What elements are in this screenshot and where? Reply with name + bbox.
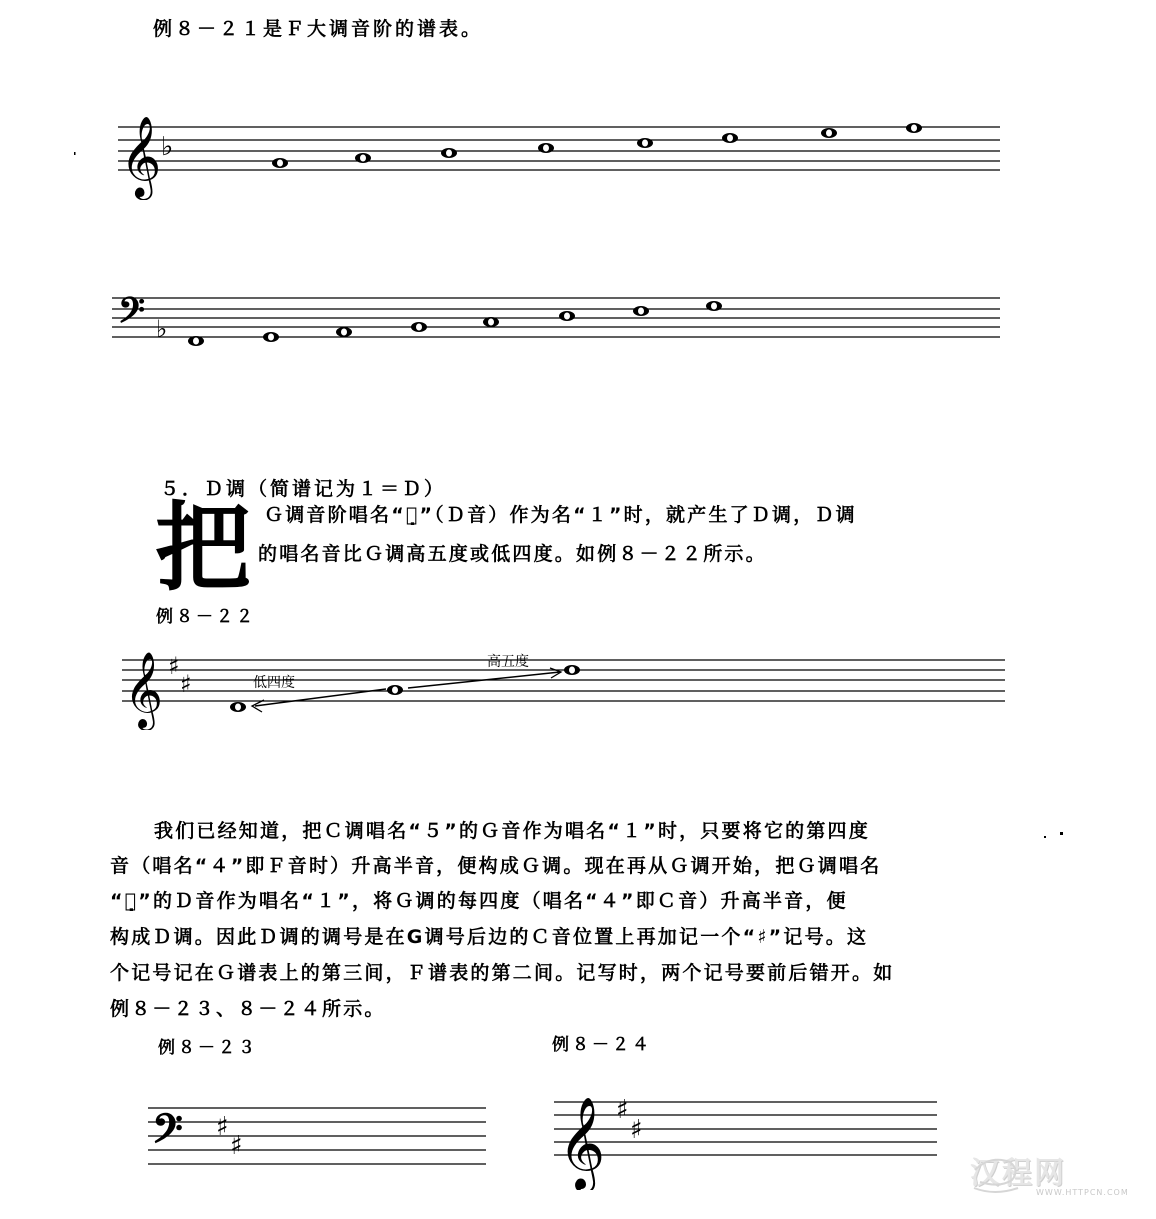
treble-clef-icon: 𝄞 (120, 115, 162, 197)
section-paragraph-line-1: Ｇ调音阶唱名“５̣”（Ｄ音）作为名“１”时，就产生了Ｄ调，Ｄ调 (264, 504, 857, 526)
dropcap: 把 (155, 491, 251, 604)
staff-8-24 (540, 1080, 960, 1190)
body-line-3: “５̣”的Ｄ音作为唱名“１”，将Ｇ调的每四度（唱名“４”即Ｃ音）升高半音，便 (110, 890, 848, 912)
sharp-icon: ♯ (216, 1112, 229, 1142)
flat-icon: ♭ (156, 314, 168, 343)
example-8-24-label: 例８－２４ (552, 1035, 652, 1055)
treble-clef-icon: 𝄞 (124, 651, 164, 728)
body-line-5: 个记号记在Ｇ谱表上的第三间，Ｆ谱表的第二间。记写时，两个记号要前后错开。如 (110, 962, 895, 984)
stray-mark (1044, 836, 1046, 838)
intro-caption: 例８－２１是Ｆ大调音阶的谱表。 (153, 18, 484, 40)
sharp-icon: ♯ (180, 669, 192, 698)
staff-8-23 (140, 1100, 500, 1180)
body-line-1: 我们已经知道，把Ｃ调唱名“５”的Ｇ音作为唱名“１”时，只要将它的第四度 (154, 820, 870, 842)
sharp-icon: ♯ (616, 1095, 629, 1125)
staff-8-21-treble (0, 100, 1156, 200)
sharp-icon: ♯ (630, 1115, 643, 1145)
watermark-brand: 汉程网 (970, 1156, 1066, 1191)
body-line-2: 音（唱名“４”即Ｆ音时）升高半音，便构成Ｇ调。现在再从Ｇ调开始，把Ｇ调唱名 (110, 855, 882, 877)
annotation-low-fourth: 低四度 (253, 675, 295, 691)
bass-clef-icon: 𝄢 (118, 290, 146, 339)
annotation-high-fifth: 高五度 (487, 654, 529, 670)
sharp-icon: ♯ (230, 1131, 243, 1161)
bass-clef-icon: 𝄢 (152, 1106, 183, 1162)
section-paragraph-line-2: 的唱名音比Ｇ调高五度或低四度。如例８－２２所示。 (258, 543, 767, 565)
body-line-4: 构成Ｄ调。因此Ｄ调的调号是在G调号后边的Ｃ音位置上再加记一个“♯”记号。这 (110, 926, 869, 948)
body-line-6: 例８－２３、８－２４所示。 (110, 998, 386, 1020)
flat-icon: ♭ (161, 132, 174, 162)
example-8-22-label: 例８－２２ (156, 607, 256, 627)
sharp-icon: ♯ (168, 651, 180, 680)
section-heading: ５．Ｄ调（简谱记为１＝Ｄ） (160, 478, 447, 500)
watermark-url: WWW.HTTPCN.COM (1036, 1188, 1129, 1197)
stray-mark (1060, 832, 1063, 835)
example-8-23-label: 例８－２３ (158, 1038, 258, 1058)
watermark-logo-icon (970, 1140, 1025, 1200)
staff-8-21-bass (0, 280, 1156, 370)
staff-8-22 (0, 640, 1156, 730)
treble-clef-icon: 𝄞 (558, 1096, 606, 1189)
